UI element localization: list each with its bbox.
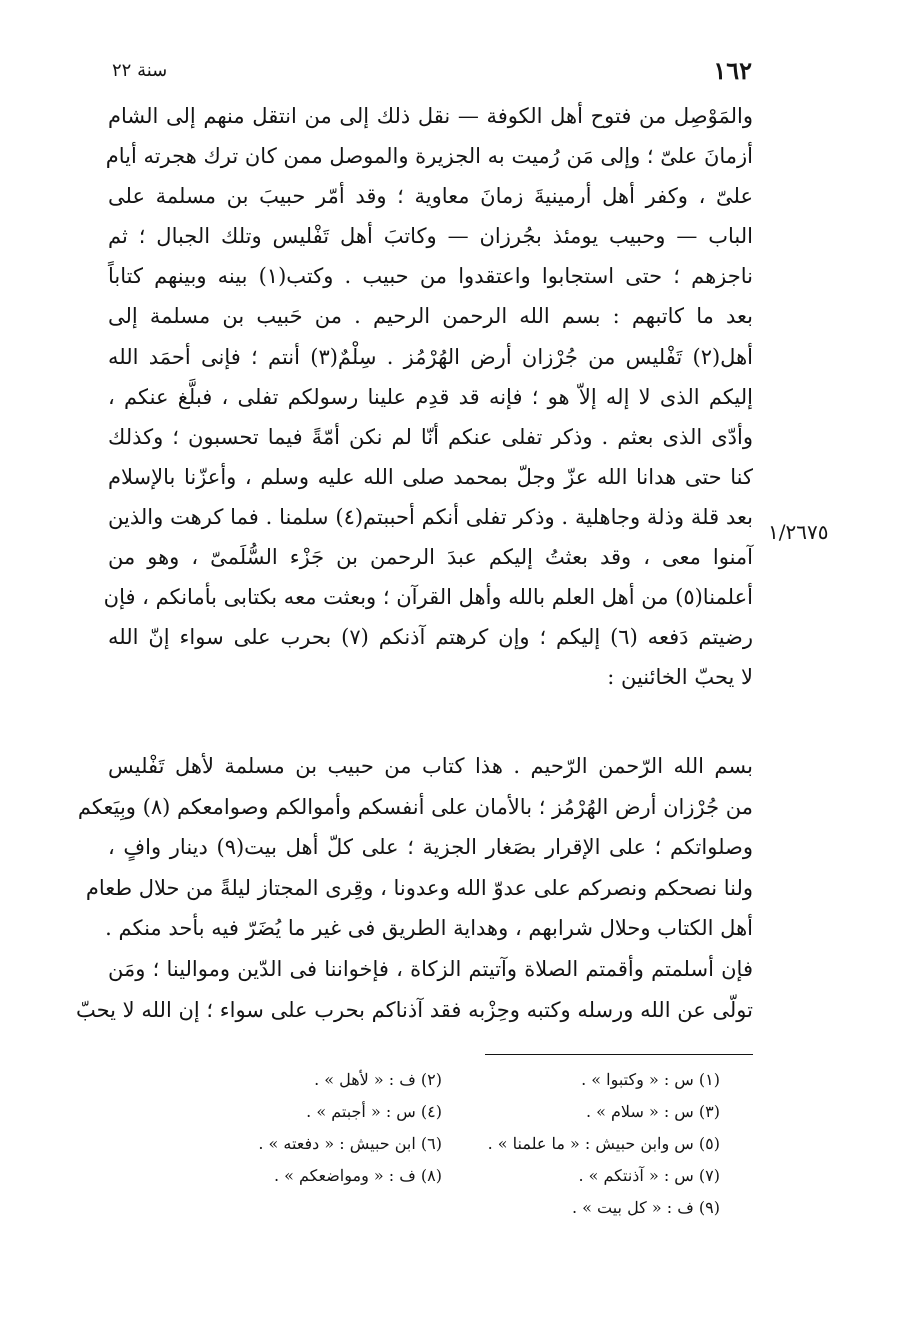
text-line: الباب — وحبيب يومئذ بجُرزان — وكاتبَ أهل تَفْليس وتلك الجبال ؛ ثم — [108, 224, 753, 249]
text-line: رضيتم دَفعه (٦) إليكم ؛ وإن كرهتم آذنكم (٧) بحرب على سواء إنّ الله — [108, 625, 753, 650]
footnote-5: (٥) س وابن حبيش : « ما علمنا » . — [487, 1134, 720, 1153]
margin-reference: ١/٢٦٧٥ — [768, 520, 829, 544]
page-number: ١٦٢ — [713, 56, 752, 85]
text-line: آمنوا معى ، وقد بعثتُ إليكم عبدَ الرحمن بن جَزْء السُّلَمىّ ، وهو من — [108, 545, 753, 570]
page-header — [112, 56, 752, 90]
main-paragraph-treaty — [75, 746, 753, 1030]
text-line: إليكم الذى لا إله إلاّ هو ؛ فإنه قد قدِم علينا رسولكم تفلى ، فبلَّغ عنكم ، — [108, 384, 753, 409]
text-line: لا يحبّ الخائنين : — [607, 665, 753, 690]
footnote-2: (٢) ف : « لأهل » . — [314, 1070, 442, 1089]
text-line: أزمانَ علىّ ؛ وإلى مَن رُميت به الجزيرة والموصل ممن كان ترك هجرته أيام — [105, 144, 753, 169]
text-line: وأدّى الذى بعثم . وذكر تفلى عنكم أنّا لم نكن أمّةً فيما تحسبون ؛ وكذلك — [108, 424, 753, 449]
text-line: بعد ما كاتبهم : بسم الله الرحمن الرحيم . من حَبيب بن مسلمة إلى — [108, 304, 753, 329]
text-line: ناجزهم ؛ حتى استجابوا واعتقدوا من حبيب . وكتب(١) بينه وبينهم كتاباً — [108, 264, 753, 289]
text-line: علىّ ، وكفر أهل أرمينيةَ زمانَ معاوية ؛ وقد أمّر حبيبَ بن مسلمة على — [108, 184, 753, 209]
text-line: بعد قلة وذلة وجاهلية . وذكر تفلى أنكم أحببتم(٤) سلمنا . فما كرهت والذين — [108, 504, 753, 529]
text-line: والمَوْصِل من فتوح أهل الكوفة — نقل ذلك إلى من انتقل منهم إلى الشام — [108, 104, 753, 128]
text-line: وصلواتكم ؛ على الإقرار بصَغار الجزية ؛ على كلّ أهل بيت(٩) دينار وافٍ ، — [108, 835, 753, 860]
text-line: بسم الله الرّحمن الرّحيم . هذا كتاب من حبيب بن مسلمة لأهل تَفْليس — [108, 754, 753, 778]
running-head: سنة ٢٢ — [112, 60, 168, 81]
text-line: أهل الكتاب وحلال شرابهم ، وهداية الطريق فى غير ما يُضَرّ فيه بأحد منكم . — [105, 916, 753, 941]
footnote-3: (٣) س : « سلام » . — [585, 1102, 720, 1121]
footnote-4: (٤) س : « أجبتم » . — [306, 1102, 442, 1121]
text-line: أعلمنا(٥) من أهل العلم بالله وأهل القرآن ؛ وبعثت معه بكتابى بأمانكم ، فإن — [103, 585, 753, 610]
footnote-divider — [485, 1054, 753, 1055]
text-line: ولنا نصحكم ونصركم على عدوّ الله وعدونا ، وقِرى المجتاز ليلةً من حلال طعام — [85, 875, 753, 900]
text-line: من جُرْزان أرض الهُرْمُز ؛ بالأمان على أنفسكم وأموالكم وصوامعكم (٨) وبِيَعكم — [77, 794, 753, 819]
text-line: فإن أسلمتم وأقمتم الصلاة وآتيتم الزكاة ، فإخواننا فى الدّين وموالينا ؛ ومَن — [108, 956, 753, 981]
footnote-9: (٩) ف : « كل بيت » . — [571, 1198, 720, 1217]
main-paragraph-letter-intro — [103, 96, 753, 697]
text-line: كنا حتى هدانا الله عزّ وجلّ بمحمد صلى الله عليه وسلم ، وأعزّنا بالإسلام — [108, 464, 753, 489]
text-line: أهل(٢) تَفْليس من جُرْزان أرض الهُرْمُز . سِلْمٌ(٣) أنتم ؛ فإنى أحمَد الله — [108, 344, 753, 369]
footnote-6: (٦) ابن حبيش : « دفعته » . — [258, 1134, 442, 1153]
footnote-1: (١) س : « وكتبوا » . — [581, 1070, 720, 1089]
text-line: تولّى عن الله ورسله وكتبه وحِزْبه فقد آذناكم بحرب على سواء ؛ إن الله لا يحبّ — [75, 997, 753, 1022]
footnote-8: (٨) ف : « ومواضعكم » . — [273, 1166, 442, 1185]
footnote-7: (٧) س : « آذنتكم » . — [578, 1166, 720, 1185]
